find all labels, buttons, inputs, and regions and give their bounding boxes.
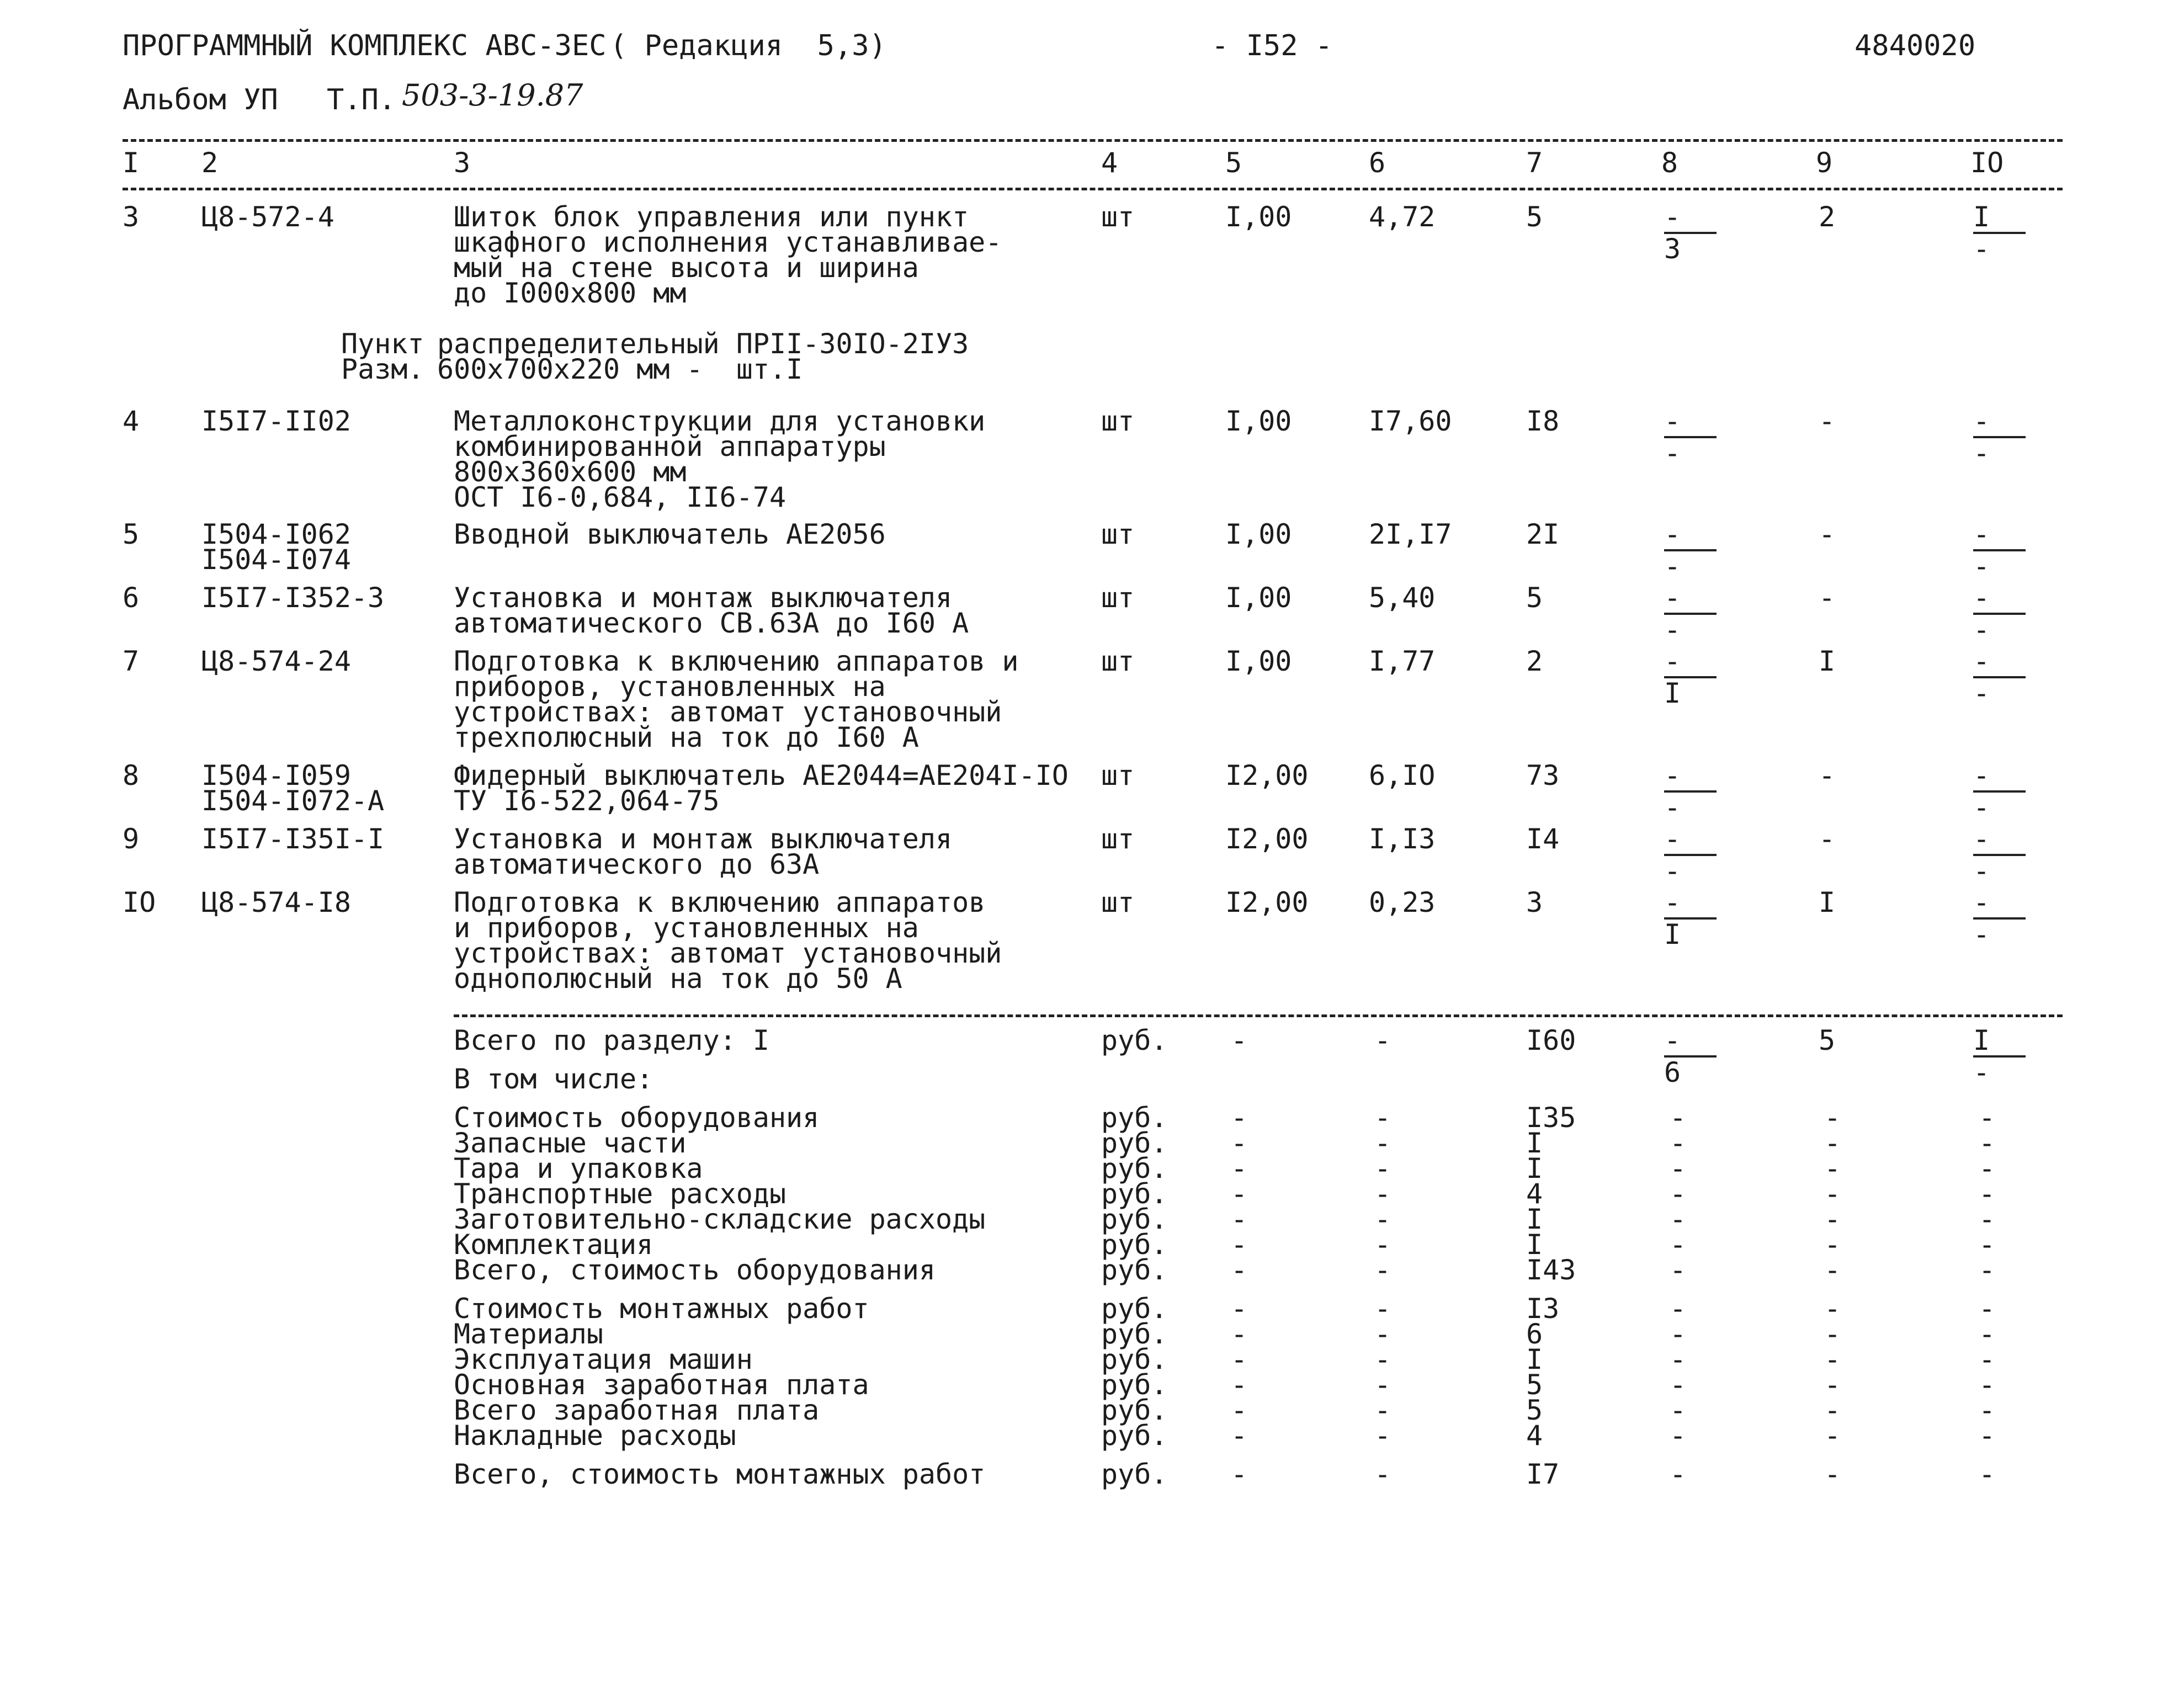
summary-rule — [454, 1014, 2063, 1017]
summary-item-unit: руб. — [1101, 1394, 1168, 1426]
row-number: 8 — [123, 759, 140, 791]
row-unit: шт — [1101, 645, 1135, 677]
summary-item-unit: руб. — [1101, 1458, 1168, 1490]
summary-total-qty: - — [1231, 1024, 1248, 1056]
row-description-line: устройствах: автомат установочный — [454, 937, 1002, 969]
summary-item-col9: - — [1824, 1203, 1841, 1235]
row-total: 2I — [1526, 518, 1560, 550]
summary-item-col10: - — [1979, 1203, 1996, 1235]
summary-item-col9: - — [1824, 1178, 1841, 1210]
summary-item-qty: - — [1231, 1254, 1248, 1286]
row-quantity: I,00 — [1225, 582, 1292, 614]
summary-col10-top: I — [1973, 1024, 1990, 1056]
summary-item-qty: - — [1231, 1343, 1248, 1375]
column-header-2: 2 — [201, 147, 219, 179]
row-code-2: I504-I074 — [201, 544, 351, 576]
row-col10-bottom: - — [1973, 550, 1990, 582]
summary-item-col8: - — [1670, 1369, 1687, 1401]
row-number: 6 — [123, 582, 140, 614]
row-description-line: 800х360х600 мм — [454, 456, 687, 488]
summary-item-value: I35 — [1526, 1102, 1576, 1134]
summary-total-price: - — [1374, 1024, 1391, 1056]
row-col9: - — [1819, 518, 1836, 550]
summary-item-value: I — [1526, 1203, 1543, 1235]
summary-item-label: Материалы — [454, 1318, 603, 1350]
row-quantity: I,00 — [1225, 201, 1292, 233]
summary-item-value: I — [1526, 1229, 1543, 1261]
summary-item-label: Всего заработная плата — [454, 1394, 820, 1426]
row-col9: - — [1819, 405, 1836, 437]
summary-item-unit: руб. — [1101, 1318, 1168, 1350]
column-header-5: 5 — [1225, 147, 1242, 179]
row-description-line: Шиток блок управления или пункт — [454, 201, 969, 233]
column-header-8: 8 — [1661, 147, 1678, 179]
row-number: 4 — [123, 405, 140, 437]
row-code: I5I7-I352-3 — [201, 582, 385, 614]
summary-item-label: Всего, стоимость монтажных работ — [454, 1458, 986, 1490]
summary-item-label: Комплектация — [454, 1229, 653, 1261]
summary-item-price: - — [1374, 1152, 1391, 1184]
summary-item-col10: - — [1979, 1318, 1996, 1350]
row-description-line: трехполюсный на ток до I60 А — [454, 721, 919, 753]
summary-item-value: 4 — [1526, 1420, 1543, 1452]
summary-item-price: - — [1374, 1178, 1391, 1210]
album-label: Альбом УП — [123, 83, 278, 116]
column-header-4: 4 — [1101, 147, 1118, 179]
summary-item-price: - — [1374, 1369, 1391, 1401]
row-col8-top: - — [1664, 886, 1681, 918]
summary-item-col9: - — [1824, 1152, 1841, 1184]
summary-item-col8: - — [1670, 1102, 1687, 1134]
summary-item-col9: - — [1824, 1343, 1841, 1375]
row-col8-top: - — [1664, 823, 1681, 855]
tp-label: Т.П. — [327, 83, 396, 116]
row-col10-top: - — [1973, 886, 1990, 918]
summary-item-label: Запасные части — [454, 1127, 687, 1159]
row-total: 5 — [1526, 582, 1543, 614]
summary-item-unit: руб. — [1101, 1343, 1168, 1375]
summary-item-col8: - — [1670, 1293, 1687, 1325]
row-unit-price: 6,IO — [1369, 759, 1436, 791]
row-col10-bottom: - — [1973, 437, 1990, 469]
summary-item-col8: - — [1670, 1343, 1687, 1375]
summary-item-unit: руб. — [1101, 1127, 1168, 1159]
row-quantity: I2,00 — [1225, 823, 1309, 855]
row-col8-bottom: - — [1664, 614, 1681, 646]
summary-item-qty: - — [1231, 1420, 1248, 1452]
summary-col9: 5 — [1819, 1024, 1836, 1056]
summary-item-col10: - — [1979, 1458, 1996, 1490]
row-code: I5I7-I35I-I — [201, 823, 385, 855]
summary-item-unit: руб. — [1101, 1152, 1168, 1184]
row-description-line: устройствах: автомат установочный — [454, 696, 1002, 728]
column-header-3: 3 — [454, 147, 471, 179]
row-col9: I — [1819, 886, 1836, 918]
summary-item-col10: - — [1979, 1229, 1996, 1261]
row-col10-top: - — [1973, 405, 1990, 437]
row-code: I504-I062 — [201, 518, 351, 550]
row-col10-bottom: - — [1973, 614, 1990, 646]
row-unit: шт — [1101, 823, 1135, 855]
row-code: I504-I059 — [201, 759, 351, 791]
row-unit-price: 0,23 — [1369, 886, 1436, 918]
row-quantity: I2,00 — [1225, 886, 1309, 918]
document-code: 4840020 — [1854, 29, 1976, 62]
summary-item-value: I3 — [1526, 1293, 1560, 1325]
summary-item-unit: руб. — [1101, 1254, 1168, 1286]
summary-total-label: Всего по разделу: I — [454, 1024, 769, 1056]
row-unit-price: I7,60 — [1369, 405, 1452, 437]
row-number: 5 — [123, 518, 140, 550]
summary-item-col9: - — [1824, 1458, 1841, 1490]
row-description-line: Подготовка к включению аппаратов — [454, 886, 986, 918]
summary-item-col9: - — [1824, 1229, 1841, 1261]
row-code: Ц8-574-I8 — [201, 886, 351, 918]
row-col9: - — [1819, 823, 1836, 855]
summary-item-col10: - — [1979, 1102, 1996, 1134]
summary-including-label: В том числе: — [454, 1063, 653, 1095]
row-col10-top: - — [1973, 759, 1990, 791]
summary-item-qty: - — [1231, 1369, 1248, 1401]
note-text-2: 600х700х220 мм - шт.I — [437, 353, 803, 385]
row-description-line: Подготовка к включению аппаратов и — [454, 645, 1019, 677]
summary-item-qty: - — [1231, 1318, 1248, 1350]
row-unit-price: I,77 — [1369, 645, 1436, 677]
summary-item-value: 4 — [1526, 1178, 1543, 1210]
summary-item-price: - — [1374, 1318, 1391, 1350]
column-header-7: 7 — [1526, 147, 1543, 179]
summary-item-col9: - — [1824, 1420, 1841, 1452]
summary-item-col10: - — [1979, 1293, 1996, 1325]
summary-item-value: I7 — [1526, 1458, 1560, 1490]
program-title: ПРОГРАММНЫЙ КОМПЛЕКС АВС-3ЕС — [123, 29, 607, 62]
row-col8-top: - — [1664, 518, 1681, 550]
summary-item-price: - — [1374, 1229, 1391, 1261]
summary-item-price: - — [1374, 1102, 1391, 1134]
summary-item-col9: - — [1824, 1254, 1841, 1286]
row-total: 5 — [1526, 201, 1543, 233]
summary-item-price: - — [1374, 1127, 1391, 1159]
row-col10-bottom: - — [1973, 233, 1990, 265]
row-description-line: комбинированной аппаратуры — [454, 431, 886, 463]
summary-item-price: - — [1374, 1458, 1391, 1490]
row-col8-top: - — [1664, 201, 1681, 233]
summary-item-unit: руб. — [1101, 1203, 1168, 1235]
summary-item-label: Стоимость монтажных работ — [454, 1293, 869, 1325]
row-unit: шт — [1101, 518, 1135, 550]
summary-item-value: 6 — [1526, 1318, 1543, 1350]
row-col10-top: - — [1973, 823, 1990, 855]
summary-item-col10: - — [1979, 1178, 1996, 1210]
summary-item-value: I — [1526, 1127, 1543, 1159]
row-description-line: ОСТ I6-0,684, II6-74 — [454, 481, 787, 513]
row-code-2: I504-I072-А — [201, 785, 385, 817]
row-col10-top: - — [1973, 518, 1990, 550]
row-col9: I — [1819, 645, 1836, 677]
row-code: I5I7-II02 — [201, 405, 351, 437]
row-description-line: автоматического СВ.63А до I60 А — [454, 607, 969, 639]
row-quantity: I,00 — [1225, 518, 1292, 550]
summary-item-label: Транспортные расходы — [454, 1178, 787, 1210]
summary-item-qty: - — [1231, 1394, 1248, 1426]
summary-total-value: I60 — [1526, 1024, 1576, 1056]
row-number: 7 — [123, 645, 140, 677]
row-col10-bottom: - — [1973, 677, 1990, 709]
row-quantity: I,00 — [1225, 645, 1292, 677]
row-description-line: автоматического до 63А — [454, 848, 820, 880]
row-description-line: Вводной выключатель АЕ2056 — [454, 518, 886, 550]
summary-item-col10: - — [1979, 1394, 1996, 1426]
row-unit-price: 4,72 — [1369, 201, 1436, 233]
summary-item-price: - — [1374, 1394, 1391, 1426]
summary-item-unit: руб. — [1101, 1102, 1168, 1134]
summary-item-unit: руб. — [1101, 1293, 1168, 1325]
row-unit: шт — [1101, 886, 1135, 918]
summary-item-col8: - — [1670, 1229, 1687, 1261]
column-header-6: 6 — [1369, 147, 1386, 179]
row-description-line: Металлоконструкции для установки — [454, 405, 986, 437]
row-col8-bottom: I — [1664, 677, 1681, 709]
summary-item-col9: - — [1824, 1318, 1841, 1350]
row-number: 9 — [123, 823, 140, 855]
row-code: Ц8-574-24 — [201, 645, 351, 677]
summary-col8-bottom: 6 — [1664, 1056, 1681, 1088]
summary-item-price: - — [1374, 1254, 1391, 1286]
row-col9: - — [1819, 759, 1836, 791]
summary-item-unit: руб. — [1101, 1229, 1168, 1261]
summary-col8-top: - — [1664, 1024, 1681, 1056]
summary-item-col10: - — [1979, 1420, 1996, 1452]
summary-item-col10: - — [1979, 1343, 1996, 1375]
summary-item-col9: - — [1824, 1127, 1841, 1159]
row-total: 73 — [1526, 759, 1560, 791]
column-header-9: 9 — [1816, 147, 1833, 179]
row-total: I4 — [1526, 823, 1560, 855]
summary-item-label: Тара и упаковка — [454, 1152, 703, 1184]
summary-item-qty: - — [1231, 1152, 1248, 1184]
summary-item-unit: руб. — [1101, 1369, 1168, 1401]
summary-item-col8: - — [1670, 1318, 1687, 1350]
summary-item-label: Всего, стоимость оборудования — [454, 1254, 936, 1286]
summary-item-value: I — [1526, 1343, 1543, 1375]
summary-item-value: I — [1526, 1152, 1543, 1184]
summary-item-label: Основная заработная плата — [454, 1369, 869, 1401]
summary-total-unit: руб. — [1101, 1024, 1168, 1056]
row-col8-bottom: - — [1664, 855, 1681, 887]
summary-item-col8: - — [1670, 1127, 1687, 1159]
note-label-1: Пункт — [341, 328, 424, 360]
row-col8-bottom: - — [1664, 437, 1681, 469]
summary-item-value: 5 — [1526, 1369, 1543, 1401]
summary-item-qty: - — [1231, 1102, 1248, 1134]
summary-item-value: I43 — [1526, 1254, 1576, 1286]
summary-item-col8: - — [1670, 1152, 1687, 1184]
row-description-line: Фидерный выключатель АЕ2044=АЕ204I-IO — [454, 759, 1069, 791]
row-description-line: и приборов, установленных на — [454, 912, 919, 944]
summary-item-label: Стоимость оборудования — [454, 1102, 820, 1134]
summary-col10-bottom: - — [1973, 1056, 1990, 1088]
row-col9: - — [1819, 582, 1836, 614]
row-description-line: ТУ I6-522,064-75 — [454, 785, 720, 817]
row-col9: 2 — [1819, 201, 1836, 233]
summary-item-col9: - — [1824, 1394, 1841, 1426]
summary-item-col10: - — [1979, 1369, 1996, 1401]
summary-item-col8: - — [1670, 1254, 1687, 1286]
row-description-line: однополюсный на ток до 50 А — [454, 963, 902, 995]
row-col10-bottom: - — [1973, 855, 1990, 887]
row-description-line: мый на стене высота и ширина — [454, 252, 919, 284]
summary-item-unit: руб. — [1101, 1420, 1168, 1452]
row-code: Ц8-572-4 — [201, 201, 334, 233]
header-rule-bottom — [123, 188, 2063, 190]
row-col8-bottom: I — [1664, 918, 1681, 950]
summary-item-col10: - — [1979, 1152, 1996, 1184]
row-number: IO — [123, 886, 156, 918]
summary-item-qty: - — [1231, 1203, 1248, 1235]
row-unit: шт — [1101, 201, 1135, 233]
summary-item-price: - — [1374, 1203, 1391, 1235]
edition: ( Редакция 5,3) — [610, 29, 886, 62]
summary-item-col8: - — [1670, 1458, 1687, 1490]
note-text-1: распределительный ПРII-30IO-2IУ3 — [437, 328, 969, 360]
summary-item-unit: руб. — [1101, 1178, 1168, 1210]
row-total: 3 — [1526, 886, 1543, 918]
row-col8-top: - — [1664, 645, 1681, 677]
summary-item-label: Заготовительно-складские расходы — [454, 1203, 986, 1235]
summary-item-qty: - — [1231, 1458, 1248, 1490]
row-col8-bottom: - — [1664, 550, 1681, 582]
row-col8-bottom: - — [1664, 791, 1681, 823]
row-description-line: Установка и монтаж выключателя — [454, 823, 953, 855]
summary-item-qty: - — [1231, 1127, 1248, 1159]
row-description-line: приборов, установленных на — [454, 671, 886, 703]
summary-item-price: - — [1374, 1420, 1391, 1452]
row-description-line: до I000х800 мм — [454, 277, 687, 309]
summary-item-price: - — [1374, 1343, 1391, 1375]
summary-item-col10: - — [1979, 1254, 1996, 1286]
summary-item-col9: - — [1824, 1369, 1841, 1401]
row-col8-top: - — [1664, 405, 1681, 437]
row-col10-bottom: - — [1973, 918, 1990, 950]
column-header-10: IO — [1970, 147, 2004, 179]
summary-item-col8: - — [1670, 1420, 1687, 1452]
summary-item-col9: - — [1824, 1293, 1841, 1325]
row-total: I8 — [1526, 405, 1560, 437]
summary-item-col8: - — [1670, 1178, 1687, 1210]
row-unit: шт — [1101, 759, 1135, 791]
row-col10-top: - — [1973, 645, 1990, 677]
row-col8-bottom: 3 — [1664, 233, 1681, 265]
row-quantity: I,00 — [1225, 405, 1292, 437]
row-number: 3 — [123, 201, 140, 233]
summary-item-label: Накладные расходы — [454, 1420, 736, 1452]
summary-item-value: 5 — [1526, 1394, 1543, 1426]
row-quantity: I2,00 — [1225, 759, 1309, 791]
summary-item-qty: - — [1231, 1178, 1248, 1210]
row-col8-top: - — [1664, 582, 1681, 614]
row-unit-price: 5,40 — [1369, 582, 1436, 614]
row-unit-price: I,I3 — [1369, 823, 1436, 855]
summary-item-col9: - — [1824, 1102, 1841, 1134]
row-total: 2 — [1526, 645, 1543, 677]
row-unit-price: 2I,I7 — [1369, 518, 1452, 550]
summary-item-qty: - — [1231, 1229, 1248, 1261]
summary-item-label: Эксплуатация машин — [454, 1343, 753, 1375]
row-col8-top: - — [1664, 759, 1681, 791]
summary-item-col8: - — [1670, 1203, 1687, 1235]
note-label-2: Разм. — [341, 353, 424, 385]
row-description-line: шкафного исполнения устанавливае- — [454, 226, 1002, 258]
summary-item-price: - — [1374, 1293, 1391, 1325]
row-col10-top: - — [1973, 582, 1990, 614]
summary-item-col10: - — [1979, 1127, 1996, 1159]
row-col10-bottom: - — [1973, 791, 1990, 823]
page-number: - I52 - — [1211, 29, 1333, 62]
column-header-1: I — [123, 147, 140, 179]
row-unit: шт — [1101, 582, 1135, 614]
tp-number: 503-3-19.87 — [402, 78, 583, 113]
summary-item-col8: - — [1670, 1394, 1687, 1426]
row-description-line: Установка и монтаж выключателя — [454, 582, 953, 614]
summary-item-qty: - — [1231, 1293, 1248, 1325]
row-unit: шт — [1101, 405, 1135, 437]
row-col10-top: I — [1973, 201, 1990, 233]
header-rule-top — [123, 139, 2063, 142]
